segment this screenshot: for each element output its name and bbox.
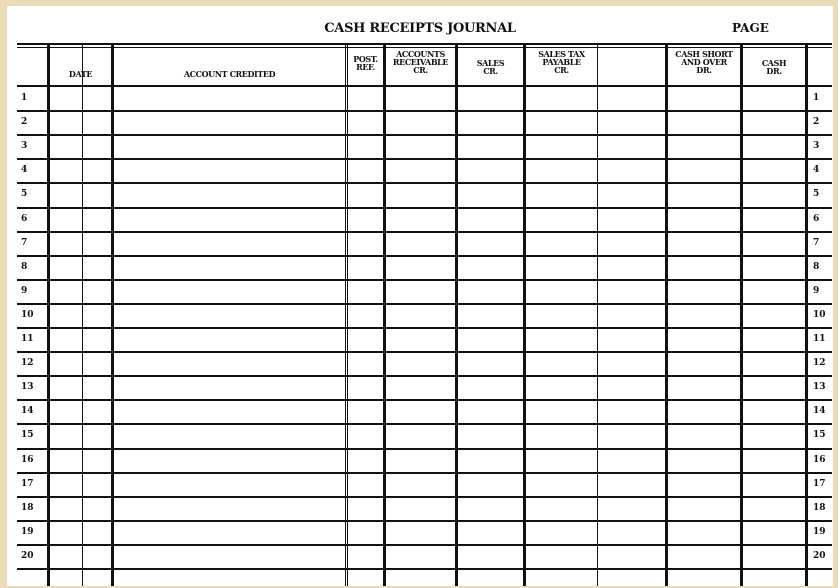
column-divider <box>345 43 346 586</box>
column-divider <box>597 43 598 586</box>
row-number-left: 6 <box>21 213 28 224</box>
row-rule <box>17 472 832 474</box>
row-number-left: 16 <box>21 454 34 465</box>
row-number-right: 11 <box>813 334 826 345</box>
row-number-left: 3 <box>21 141 28 152</box>
row-rule <box>17 207 832 209</box>
row-number-left: 12 <box>21 358 34 369</box>
page-label: PAGE <box>732 21 769 35</box>
column-header-post_ref: POST. REF. <box>353 54 378 72</box>
row-number-left: 11 <box>21 334 34 345</box>
row-number-right: 18 <box>813 502 826 513</box>
row-number-left: 2 <box>21 117 28 128</box>
row-number-left: 4 <box>21 165 28 176</box>
column-divider <box>347 43 348 586</box>
row-number-right: 9 <box>813 285 820 296</box>
row-rule <box>17 544 832 546</box>
column-header-ar: ACCOUNTS RECEIVABLE CR. <box>392 49 449 75</box>
column-header-sales_tax: SALES TAX PAYABLE CR. <box>538 49 585 75</box>
row-number-left: 9 <box>21 285 28 296</box>
row-number-right: 6 <box>813 213 820 224</box>
row-rule <box>17 448 832 450</box>
row-rule <box>17 182 832 184</box>
row-number-right: 16 <box>813 454 826 465</box>
row-number-right: 17 <box>813 478 826 489</box>
row-number-left: 14 <box>21 406 34 417</box>
row-rule <box>17 375 832 377</box>
row-number-left: 10 <box>21 309 34 320</box>
column-divider <box>82 43 83 586</box>
row-number-right: 1 <box>813 93 820 104</box>
header-top-rule <box>17 43 832 45</box>
row-number-right: 14 <box>813 406 826 417</box>
row-rule <box>17 231 832 233</box>
row-rule <box>17 399 832 401</box>
row-number-right: 15 <box>813 430 826 441</box>
column-divider <box>740 43 743 586</box>
header-bottom-rule <box>17 85 832 87</box>
column-divider <box>111 43 114 586</box>
row-rule <box>17 520 832 522</box>
row-rule <box>17 496 832 498</box>
row-number-left: 20 <box>21 550 34 561</box>
row-number-right: 8 <box>813 261 820 272</box>
row-number-left: 19 <box>21 526 34 537</box>
row-number-left: 7 <box>21 237 28 248</box>
row-number-right: 20 <box>813 550 826 561</box>
row-number-right: 3 <box>813 141 820 152</box>
column-header-sales: SALES CR. <box>476 58 505 76</box>
row-rule <box>17 255 832 257</box>
column-divider <box>383 43 386 586</box>
row-rule <box>17 303 832 305</box>
column-divider <box>523 43 526 586</box>
row-rule <box>17 327 832 329</box>
column-divider <box>805 43 808 586</box>
row-number-left: 17 <box>21 478 34 489</box>
column-header-cash: CASH DR. <box>761 58 787 76</box>
row-number-right: 19 <box>813 526 826 537</box>
column-header-cash_short: CASH SHORT AND OVER DR. <box>675 49 733 75</box>
journal-title: CASH RECEIPTS JOURNAL <box>324 21 516 36</box>
row-rule <box>17 279 832 281</box>
row-rule <box>17 110 832 112</box>
column-header-date: DATE <box>68 69 93 79</box>
row-number-right: 13 <box>813 382 826 393</box>
row-number-right: 2 <box>813 117 820 128</box>
row-number-left: 1 <box>21 93 28 104</box>
row-number-left: 5 <box>21 189 28 200</box>
column-header-account: ACCOUNT CREDITED <box>183 69 276 79</box>
row-rule <box>17 158 832 160</box>
row-number-right: 5 <box>813 189 820 200</box>
row-rule <box>17 568 832 570</box>
row-number-left: 18 <box>21 502 34 513</box>
column-divider <box>47 43 50 586</box>
row-number-right: 7 <box>813 237 820 248</box>
column-divider <box>455 43 458 586</box>
row-number-left: 13 <box>21 382 34 393</box>
row-rule <box>17 134 832 136</box>
header-top-rule-thin <box>17 47 832 48</box>
column-divider <box>665 43 668 586</box>
row-number-left: 15 <box>21 430 34 441</box>
journal-page <box>7 6 833 586</box>
row-rule <box>17 351 832 353</box>
row-number-left: 8 <box>21 261 28 272</box>
row-rule <box>17 423 832 425</box>
row-number-right: 10 <box>813 309 826 320</box>
row-number-right: 12 <box>813 358 826 369</box>
row-number-right: 4 <box>813 165 820 176</box>
